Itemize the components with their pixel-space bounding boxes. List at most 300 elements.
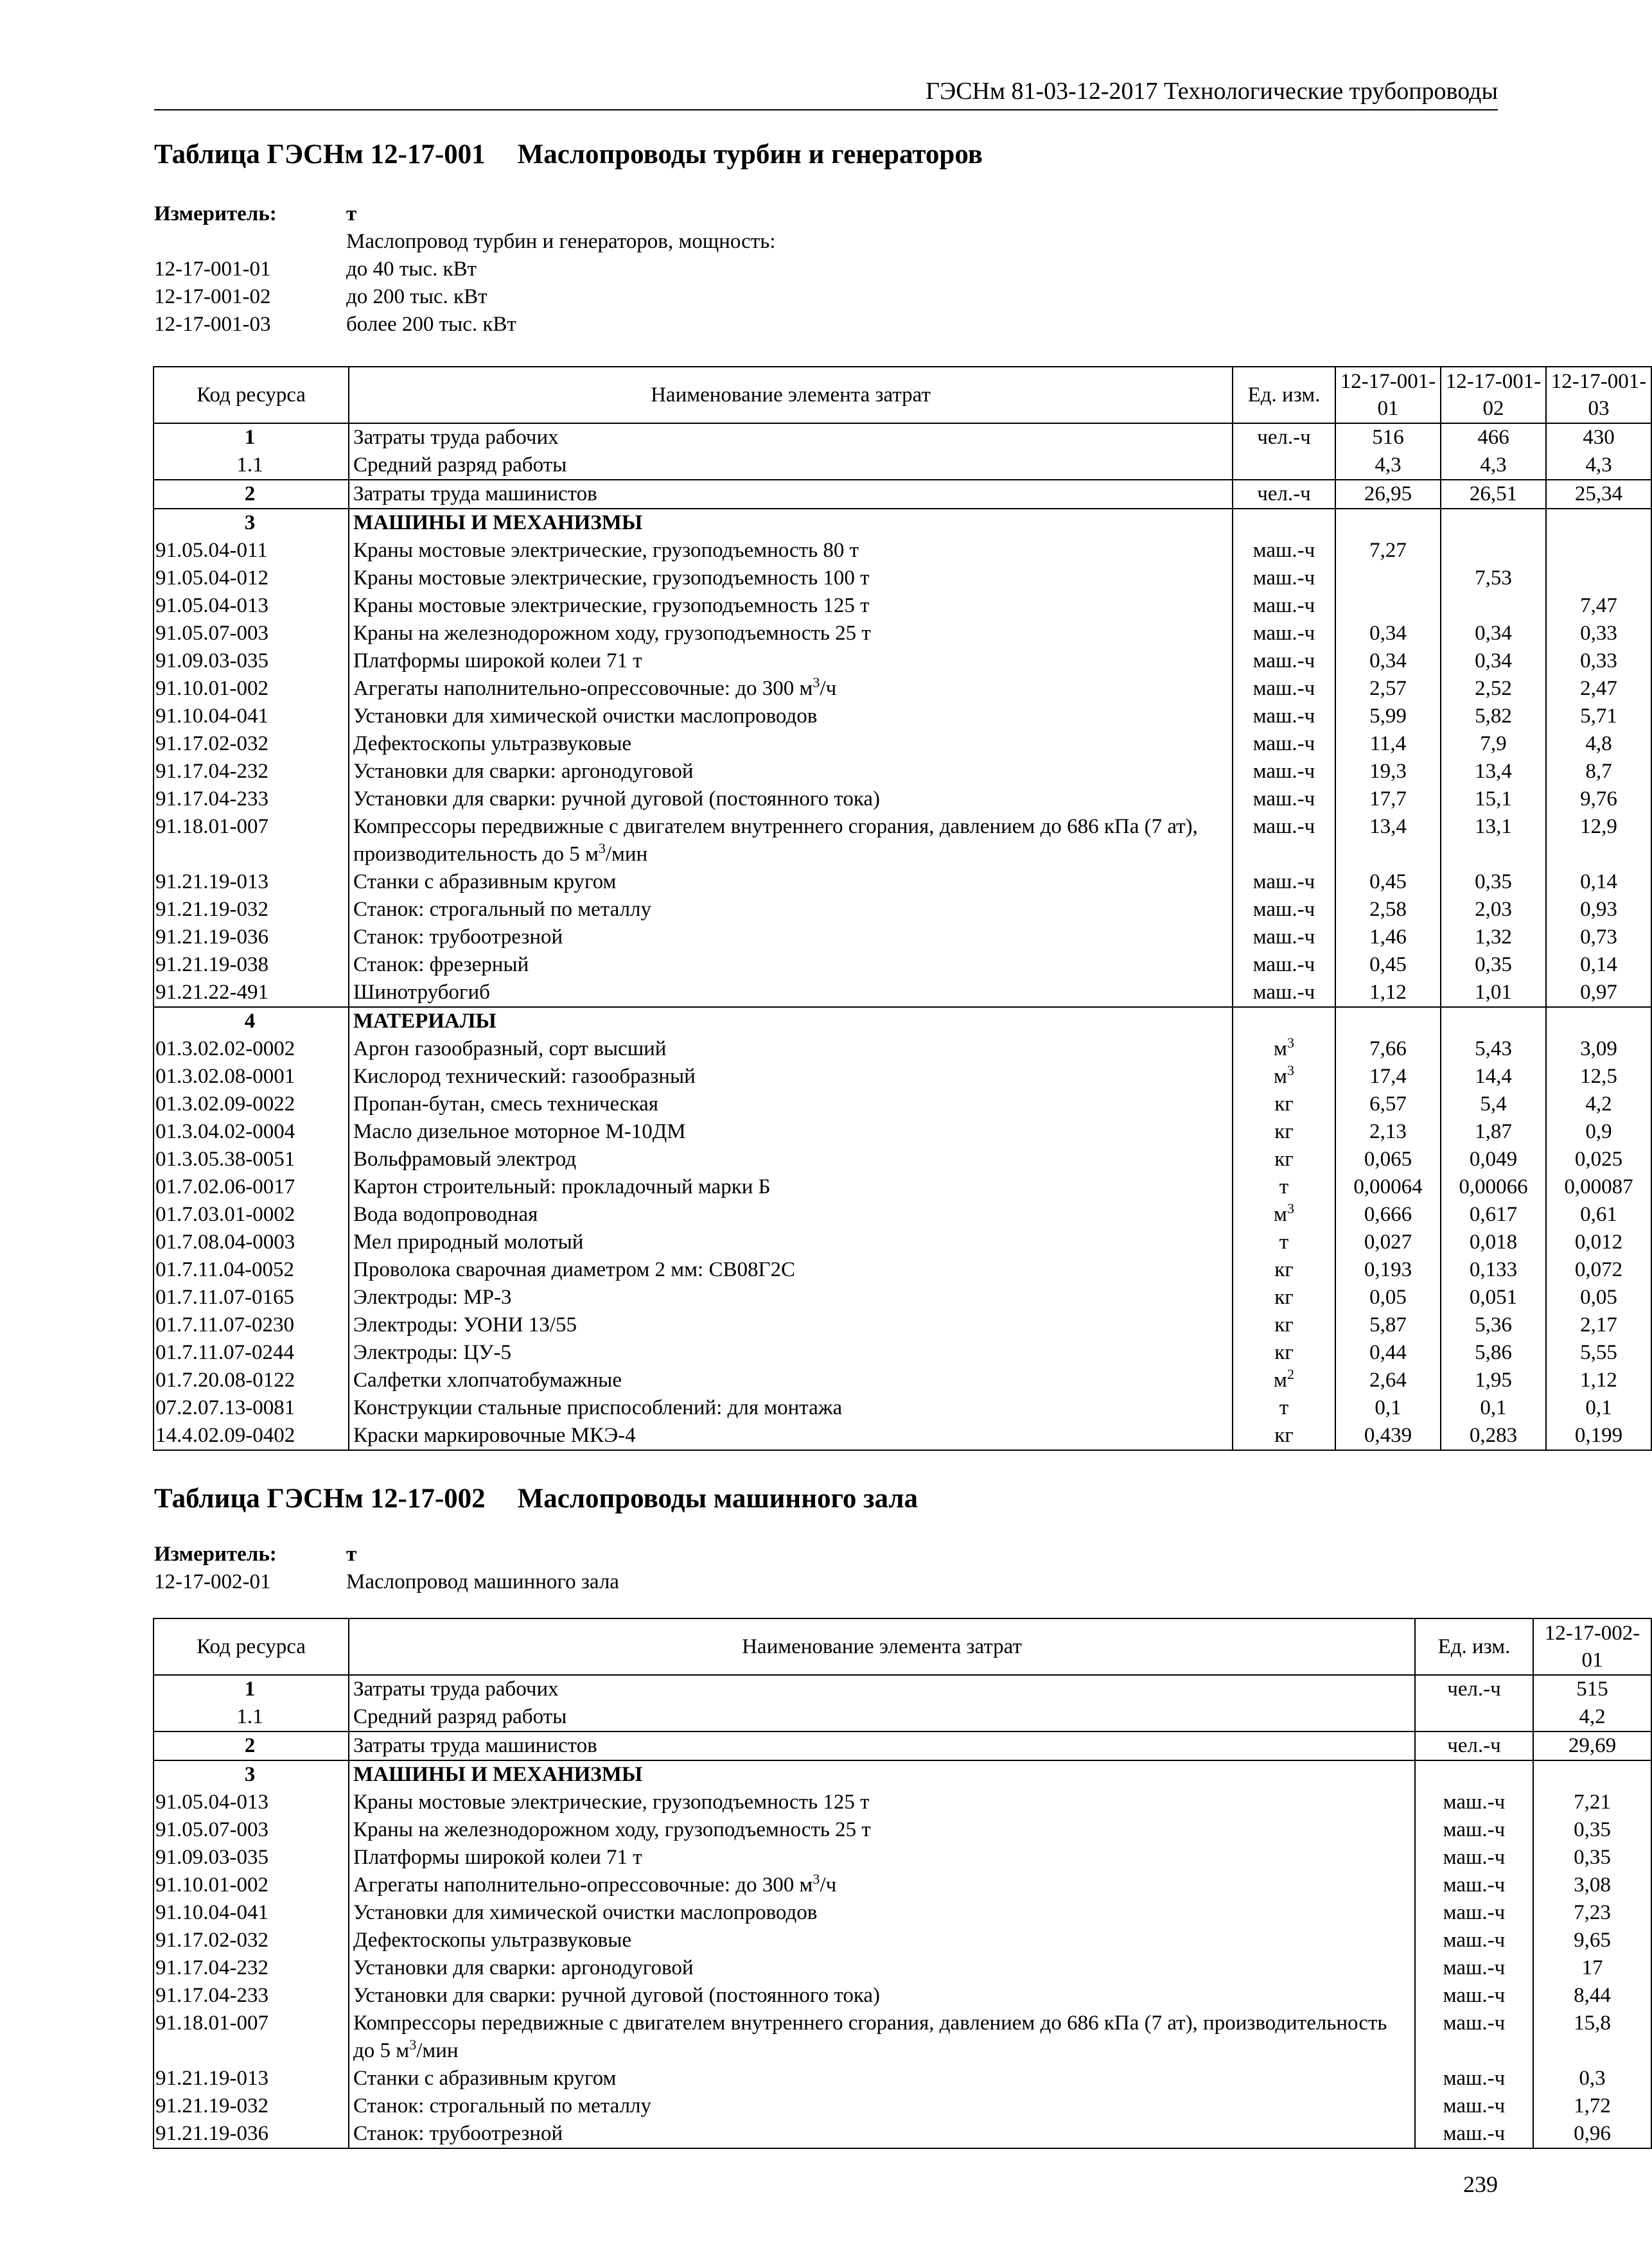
resource-unit: т: [1233, 1229, 1335, 1256]
table-row: [154, 979, 1651, 1007]
resource-value: 5,71: [1546, 703, 1651, 730]
resource-value: 15,8: [1533, 2010, 1651, 2065]
resource-code: 91.09.03-035: [154, 647, 349, 675]
resource-name: Агрегаты наполнительно-опрессовочные: до 300 $м^3/ч$: [349, 1872, 1415, 1899]
table-2-resources: [153, 1618, 1652, 2149]
table-row: [154, 1422, 1651, 1450]
resource-code: 91.05.04-011: [154, 537, 349, 565]
resource-unit: маш.-ч: [1233, 924, 1335, 951]
resource-value: 29,69: [1533, 1731, 1651, 1760]
table-row: [154, 730, 1651, 758]
resource-name: Шинотрубогиб: [349, 979, 1233, 1007]
resource-value: 7,27: [1335, 537, 1441, 565]
table-row: [154, 785, 1651, 813]
resource-name: Установки для химической очистки маслопроводов: [349, 703, 1233, 730]
norm-description: Маслопровод машинного зала: [346, 1570, 619, 1593]
header-norm-code: 12-17-001-02: [1441, 367, 1546, 423]
table-row: [154, 1007, 1651, 1035]
table-row: [154, 1675, 1651, 1703]
header-name: Наименование элемента затрат: [349, 1618, 1415, 1675]
resource-code: 01.7.11.07-0230: [154, 1311, 349, 1339]
resource-code: 01.7.20.08-0122: [154, 1367, 349, 1394]
resource-name: Платформы широкой колеи 71 т: [349, 647, 1233, 675]
table-row: [154, 1816, 1651, 1844]
resource-value: 0,283: [1441, 1422, 1546, 1450]
resource-code: 91.17.04-232: [154, 758, 349, 785]
resource-value: 0,012: [1546, 1229, 1651, 1256]
resource-unit: маш.-ч: [1233, 785, 1335, 813]
resource-value: [1335, 509, 1441, 537]
resource-unit: маш.-ч: [1415, 2092, 1533, 2120]
resource-name: Краны мостовые электрические, грузоподъемность 125 т: [349, 592, 1233, 620]
resource-value: 1,46: [1335, 924, 1441, 951]
resource-value: 2,57: [1335, 675, 1441, 703]
table-row: [154, 2120, 1651, 2148]
table-row: [154, 1760, 1651, 1789]
resource-unit: кг: [1233, 1118, 1335, 1146]
table-row: [154, 1872, 1651, 1899]
resource-code: 91.17.04-232: [154, 1954, 349, 1982]
resource-value: 8,7: [1546, 758, 1651, 785]
resource-value: 0,93: [1546, 896, 1651, 924]
resource-name: Станок: строгальный по металлу: [349, 896, 1233, 924]
resource-name: Электроды: УОНИ 13/55: [349, 1311, 1233, 1339]
header-norm-code: 12-17-001-01: [1335, 367, 1441, 423]
resource-value: [1441, 592, 1546, 620]
resource-code: 01.7.11.04-0052: [154, 1256, 349, 1284]
resource-value: 0,45: [1335, 951, 1441, 979]
resource-name: Установки для сварки: ручной дуговой (постоянного тока): [349, 785, 1233, 813]
resource-value: 9,65: [1533, 1927, 1651, 1954]
resource-unit: $м^3$: [1233, 1035, 1335, 1063]
header-row: [154, 1618, 1651, 1675]
resource-value: 0,34: [1441, 647, 1546, 675]
resource-code: 91.05.07-003: [154, 1816, 349, 1844]
resource-value: 3,08: [1533, 1872, 1651, 1899]
meter-label: Измеритель:: [154, 1543, 277, 1566]
norm-code: 12-17-001-01: [154, 258, 271, 281]
resource-code: 91.17.04-233: [154, 1982, 349, 2010]
resource-value: 2,17: [1546, 1311, 1651, 1339]
resource-code: 01.3.02.02-0002: [154, 1035, 349, 1063]
resource-name: МАШИНЫ И МЕХАНИЗМЫ: [349, 509, 1233, 537]
resource-value: 7,47: [1546, 592, 1651, 620]
resource-value: [1546, 509, 1651, 537]
resource-value: 17,4: [1335, 1063, 1441, 1091]
resource-code: 91.21.19-013: [154, 2065, 349, 2092]
resource-value: 26,95: [1335, 480, 1441, 509]
resource-name: Станок: трубоотрезной: [349, 2120, 1415, 2148]
resource-value: 1,01: [1441, 979, 1546, 1007]
norm-description: Маслопровод турбин и генераторов, мощность:: [346, 230, 776, 253]
table-row: [154, 1229, 1651, 1256]
resource-value: 12,5: [1546, 1063, 1651, 1091]
resource-code: 91.09.03-035: [154, 1844, 349, 1872]
resource-value: 0,96: [1533, 2120, 1651, 2148]
resource-value: 0,35: [1441, 951, 1546, 979]
resource-name: Кислород технический: газообразный: [349, 1063, 1233, 1091]
table-row: [154, 1091, 1651, 1118]
resource-value: 2,13: [1335, 1118, 1441, 1146]
resource-unit: $м^2$: [1233, 1367, 1335, 1394]
resource-value: 13,1: [1441, 813, 1546, 868]
resource-value: 11,4: [1335, 730, 1441, 758]
resource-name: Установки для сварки: аргонодуговой: [349, 758, 1233, 785]
table-row: [154, 423, 1651, 451]
resource-value: 7,23: [1533, 1899, 1651, 1927]
resource-value: 0,018: [1441, 1229, 1546, 1256]
resource-value: [1441, 537, 1546, 565]
page-number: 239: [1463, 2171, 1498, 2197]
resource-value: 1,12: [1335, 979, 1441, 1007]
resource-code: 01.3.02.08-0001: [154, 1063, 349, 1091]
resource-name: Краны на железнодорожном ходу, грузоподъемность 25 т: [349, 620, 1233, 647]
resource-unit: маш.-ч: [1415, 1789, 1533, 1816]
resource-value: 15,1: [1441, 785, 1546, 813]
resource-name: Затраты труда рабочих: [349, 1675, 1415, 1703]
resource-value: 5,4: [1441, 1091, 1546, 1118]
resource-code: 01.7.11.07-0244: [154, 1339, 349, 1367]
table-1-title: [154, 137, 983, 172]
resource-unit: маш.-ч: [1233, 868, 1335, 896]
table-1-title-name: Маслопроводы турбин и генераторов: [517, 139, 983, 170]
resource-value: [1335, 565, 1441, 592]
table-row: [154, 1146, 1651, 1173]
resource-name: Средний разряд работы: [349, 451, 1233, 480]
norm-description: более 200 тыс. кВт: [346, 313, 516, 336]
table-row: [154, 565, 1651, 592]
resource-code: 1.1: [154, 451, 349, 480]
resource-value: 6,57: [1335, 1091, 1441, 1118]
resource-value: 0,97: [1546, 979, 1651, 1007]
resource-code: 01.7.11.07-0165: [154, 1284, 349, 1311]
resource-code: 91.18.01-007: [154, 2010, 349, 2065]
table-row: [154, 620, 1651, 647]
resource-value: [1546, 537, 1651, 565]
resource-value: 516: [1335, 423, 1441, 451]
table-2-title-code: Таблица ГЭСНм 12-17-002: [154, 1484, 486, 1514]
resource-unit: кг: [1233, 1284, 1335, 1311]
table-row: [154, 509, 1651, 537]
resource-unit: маш.-ч: [1233, 620, 1335, 647]
resource-value: 0,193: [1335, 1256, 1441, 1284]
resource-value: 0,34: [1441, 620, 1546, 647]
resource-code: 91.18.01-007: [154, 813, 349, 868]
resource-name: Картон строительный: прокладочный марки Б: [349, 1173, 1233, 1201]
table-row: [154, 2065, 1651, 2092]
header-code: Код ресурса: [154, 1618, 349, 1675]
resource-code: 91.05.04-012: [154, 565, 349, 592]
resource-value: 4,8: [1546, 730, 1651, 758]
table-row: [154, 1201, 1651, 1229]
resource-name: Станки с абразивным кругом: [349, 2065, 1415, 2092]
resource-unit: маш.-ч: [1233, 537, 1335, 565]
resource-name: Краны на железнодорожном ходу, грузоподъемность 25 т: [349, 1816, 1415, 1844]
resource-code: 91.21.19-032: [154, 2092, 349, 2120]
table-2-title: [154, 1482, 918, 1516]
header-name: Наименование элемента затрат: [349, 367, 1233, 423]
resource-value: 0,44: [1335, 1339, 1441, 1367]
resource-unit: маш.-ч: [1233, 592, 1335, 620]
resource-code: 4: [154, 1007, 349, 1035]
resource-value: 2,64: [1335, 1367, 1441, 1394]
resource-name: Затраты труда машинистов: [349, 1731, 1415, 1760]
resource-code: 91.10.01-002: [154, 675, 349, 703]
resource-value: 0,049: [1441, 1146, 1546, 1173]
resource-unit: кг: [1233, 1311, 1335, 1339]
resource-value: 0,33: [1546, 620, 1651, 647]
norm-code: 12-17-001-02: [154, 285, 271, 308]
resource-value: 0,00087: [1546, 1173, 1651, 1201]
resource-value: 5,99: [1335, 703, 1441, 730]
resource-value: 0,00066: [1441, 1173, 1546, 1201]
resource-value: 17,7: [1335, 785, 1441, 813]
resource-name: Средний разряд работы: [349, 1703, 1415, 1731]
resource-value: [1546, 1007, 1651, 1035]
resource-code: 1.1: [154, 1703, 349, 1731]
resource-name: Электроды: МР-3: [349, 1284, 1233, 1311]
table-row: [154, 1035, 1651, 1063]
resource-name: Проволока сварочная диаметром 2 мм: СВ08Г2С: [349, 1256, 1233, 1284]
running-header: ГЭСНм 81-03-12-2017 Технологические трубопроводы: [154, 76, 1498, 110]
resource-name: МАШИНЫ И МЕХАНИЗМЫ: [349, 1760, 1415, 1789]
resource-value: 1,95: [1441, 1367, 1546, 1394]
resource-unit: [1233, 451, 1335, 480]
resource-value: 0,73: [1546, 924, 1651, 951]
resource-name: Затраты труда рабочих: [349, 423, 1233, 451]
table-row: [154, 2010, 1651, 2065]
table-2-title-name: Маслопроводы машинного зала: [517, 1484, 918, 1514]
resource-value: 0,065: [1335, 1146, 1441, 1173]
table-row: [154, 1339, 1651, 1367]
resource-code: 91.21.19-036: [154, 2120, 349, 2148]
resource-value: 7,21: [1533, 1789, 1651, 1816]
resource-value: [1441, 509, 1546, 537]
resource-value: 2,52: [1441, 675, 1546, 703]
resource-value: 5,87: [1335, 1311, 1441, 1339]
resource-unit: маш.-ч: [1415, 1872, 1533, 1899]
resource-code: 14.4.02.09-0402: [154, 1422, 349, 1450]
resource-unit: маш.-ч: [1233, 647, 1335, 675]
resource-value: 0,35: [1533, 1816, 1651, 1844]
resource-unit: маш.-ч: [1233, 758, 1335, 785]
table-row: [154, 1789, 1651, 1816]
table-row: [154, 1118, 1651, 1146]
resource-unit: маш.-ч: [1233, 703, 1335, 730]
resource-unit: кг: [1233, 1091, 1335, 1118]
table-row: [154, 1256, 1651, 1284]
resource-unit: $м^3$: [1233, 1063, 1335, 1091]
table-row: [154, 1284, 1651, 1311]
resource-name: Конструкции стальные приспособлений: для монтажа: [349, 1394, 1233, 1422]
header-unit: Ед. изм.: [1415, 1618, 1533, 1675]
table-row: [154, 758, 1651, 785]
table-row: [154, 647, 1651, 675]
resource-unit: [1415, 1760, 1533, 1789]
resource-code: 91.21.19-038: [154, 951, 349, 979]
resource-value: 8,44: [1533, 1982, 1651, 2010]
table-row: [154, 1731, 1651, 1760]
resource-unit: маш.-ч: [1233, 675, 1335, 703]
table-row: [154, 703, 1651, 730]
resource-code: 07.2.07.13-0081: [154, 1394, 349, 1422]
resource-code: 01.3.02.09-0022: [154, 1091, 349, 1118]
resource-name: Пропан-бутан, смесь техническая: [349, 1091, 1233, 1118]
resource-unit: [1415, 1703, 1533, 1731]
resource-value: 0,051: [1441, 1284, 1546, 1311]
resource-name: Краски маркировочные МКЭ-4: [349, 1422, 1233, 1450]
resource-value: 5,86: [1441, 1339, 1546, 1367]
meter-unit: т: [346, 202, 357, 225]
resource-code: 2: [154, 480, 349, 509]
resource-value: 0,61: [1546, 1201, 1651, 1229]
resource-unit: $м^3$: [1233, 1201, 1335, 1229]
norm-description: до 200 тыс. кВт: [346, 285, 488, 308]
resource-value: 0,00064: [1335, 1173, 1441, 1201]
resource-value: 2,58: [1335, 896, 1441, 924]
resource-value: 0,3: [1533, 2065, 1651, 2092]
table-row: [154, 451, 1651, 480]
resource-value: 0,45: [1335, 868, 1441, 896]
resource-value: 0,35: [1533, 1844, 1651, 1872]
resource-code: 3: [154, 1760, 349, 1789]
resource-unit: маш.-ч: [1415, 2120, 1533, 2148]
resource-code: 91.17.02-032: [154, 730, 349, 758]
resource-code: 1: [154, 423, 349, 451]
resource-code: 01.7.02.06-0017: [154, 1173, 349, 1201]
table-row: [154, 675, 1651, 703]
resource-code: 91.10.04-041: [154, 1899, 349, 1927]
resource-unit: маш.-ч: [1415, 1844, 1533, 1872]
resource-value: 0,617: [1441, 1201, 1546, 1229]
resource-unit: т: [1233, 1394, 1335, 1422]
table-row: [154, 1982, 1651, 2010]
resource-unit: маш.-ч: [1233, 979, 1335, 1007]
resource-name: Электроды: ЦУ-5: [349, 1339, 1233, 1367]
resource-unit: маш.-ч: [1415, 1927, 1533, 1954]
resource-value: 515: [1533, 1675, 1651, 1703]
resource-name: Краны мостовые электрические, грузоподъемность 125 т: [349, 1789, 1415, 1816]
resource-value: 5,36: [1441, 1311, 1546, 1339]
resource-unit: маш.-ч: [1415, 1816, 1533, 1844]
table-1-title-code: Таблица ГЭСНм 12-17-001: [154, 139, 486, 170]
resource-unit: маш.-ч: [1415, 1954, 1533, 1982]
header-code: Код ресурса: [154, 367, 349, 423]
resource-value: 17: [1533, 1954, 1651, 1982]
resource-code: 1: [154, 1675, 349, 1703]
resource-value: 1,72: [1533, 2092, 1651, 2120]
resource-code: 01.7.03.01-0002: [154, 1201, 349, 1229]
table-row: [154, 1063, 1651, 1091]
table-row: [154, 813, 1651, 868]
resource-value: [1441, 1007, 1546, 1035]
resource-value: 0,1: [1546, 1394, 1651, 1422]
resource-unit: кг: [1233, 1256, 1335, 1284]
resource-name: МАТЕРИАЛЫ: [349, 1007, 1233, 1035]
norm-code: 12-17-002-01: [154, 1570, 271, 1593]
resource-code: 91.10.01-002: [154, 1872, 349, 1899]
resource-value: [1335, 592, 1441, 620]
resource-value: 2,03: [1441, 896, 1546, 924]
resource-value: 0,05: [1546, 1284, 1651, 1311]
resource-value: 0,14: [1546, 868, 1651, 896]
resource-value: [1335, 1007, 1441, 1035]
resource-value: 0,34: [1335, 620, 1441, 647]
resource-value: 1,87: [1441, 1118, 1546, 1146]
table-row: [154, 868, 1651, 896]
table-row: [154, 1927, 1651, 1954]
resource-code: 91.17.02-032: [154, 1927, 349, 1954]
table-row: [154, 592, 1651, 620]
resource-value: 0,05: [1335, 1284, 1441, 1311]
table-row: [154, 2092, 1651, 2120]
resource-value: 0,34: [1335, 647, 1441, 675]
resource-value: 0,439: [1335, 1422, 1441, 1450]
resource-value: 0,14: [1546, 951, 1651, 979]
table-row: [154, 1394, 1651, 1422]
table-row: [154, 1311, 1651, 1339]
resource-value: 0,33: [1546, 647, 1651, 675]
resource-value: 5,55: [1546, 1339, 1651, 1367]
resource-name: Станок: трубоотрезной: [349, 924, 1233, 951]
resource-value: 3,09: [1546, 1035, 1651, 1063]
resource-unit: кг: [1233, 1146, 1335, 1173]
resource-unit: маш.-ч: [1415, 2010, 1533, 2065]
resource-value: 0,35: [1441, 868, 1546, 896]
header-norm-code: 12-17-002-01: [1533, 1618, 1651, 1675]
meter-label: Измеритель:: [154, 202, 277, 225]
resource-code: 91.10.04-041: [154, 703, 349, 730]
resource-code: 91.05.04-013: [154, 1789, 349, 1816]
resource-name: Компрессоры передвижные с двигателем внутреннего сгорания, давлением до 686 кПа (7 ат), производительность до 5 $м^3$/мин: [349, 813, 1233, 868]
resource-value: 7,53: [1441, 565, 1546, 592]
resource-name: Станок: строгальный по металлу: [349, 2092, 1415, 2120]
table-row: [154, 1703, 1651, 1731]
resource-code: 91.21.19-013: [154, 868, 349, 896]
resource-code: 91.17.04-233: [154, 785, 349, 813]
resource-name: Краны мостовые электрические, грузоподъемность 100 т: [349, 565, 1233, 592]
resource-name: Дефектоскопы ультразвуковые: [349, 730, 1233, 758]
resource-value: 4,2: [1533, 1703, 1651, 1731]
resource-value: [1546, 565, 1651, 592]
resource-value: 0,072: [1546, 1256, 1651, 1284]
resource-code: 91.21.19-032: [154, 896, 349, 924]
resource-value: 4,3: [1546, 451, 1651, 480]
resource-code: 91.05.04-013: [154, 592, 349, 620]
table-row: [154, 924, 1651, 951]
resource-value: 1,32: [1441, 924, 1546, 951]
table-row: [154, 896, 1651, 924]
resource-unit: [1233, 509, 1335, 537]
resource-name: Аргон газообразный, сорт высший: [349, 1035, 1233, 1063]
resource-value: [1533, 1760, 1651, 1789]
table-row: [154, 1899, 1651, 1927]
resource-value: 466: [1441, 423, 1546, 451]
resource-name: Агрегаты наполнительно-опрессовочные: до 300 $м^3/ч$: [349, 675, 1233, 703]
table-row: [154, 1844, 1651, 1872]
resource-name: Вольфрамовый электрод: [349, 1146, 1233, 1173]
resource-code: 01.3.04.02-0004: [154, 1118, 349, 1146]
resource-value: 4,3: [1335, 451, 1441, 480]
table-row: [154, 1173, 1651, 1201]
resource-code: 01.3.05.38-0051: [154, 1146, 349, 1173]
resource-value: 4,2: [1546, 1091, 1651, 1118]
resource-name: Дефектоскопы ультразвуковые: [349, 1927, 1415, 1954]
resource-code: 3: [154, 509, 349, 537]
resource-unit: кг: [1233, 1339, 1335, 1367]
resource-value: 5,82: [1441, 703, 1546, 730]
resource-value: 0,1: [1335, 1394, 1441, 1422]
